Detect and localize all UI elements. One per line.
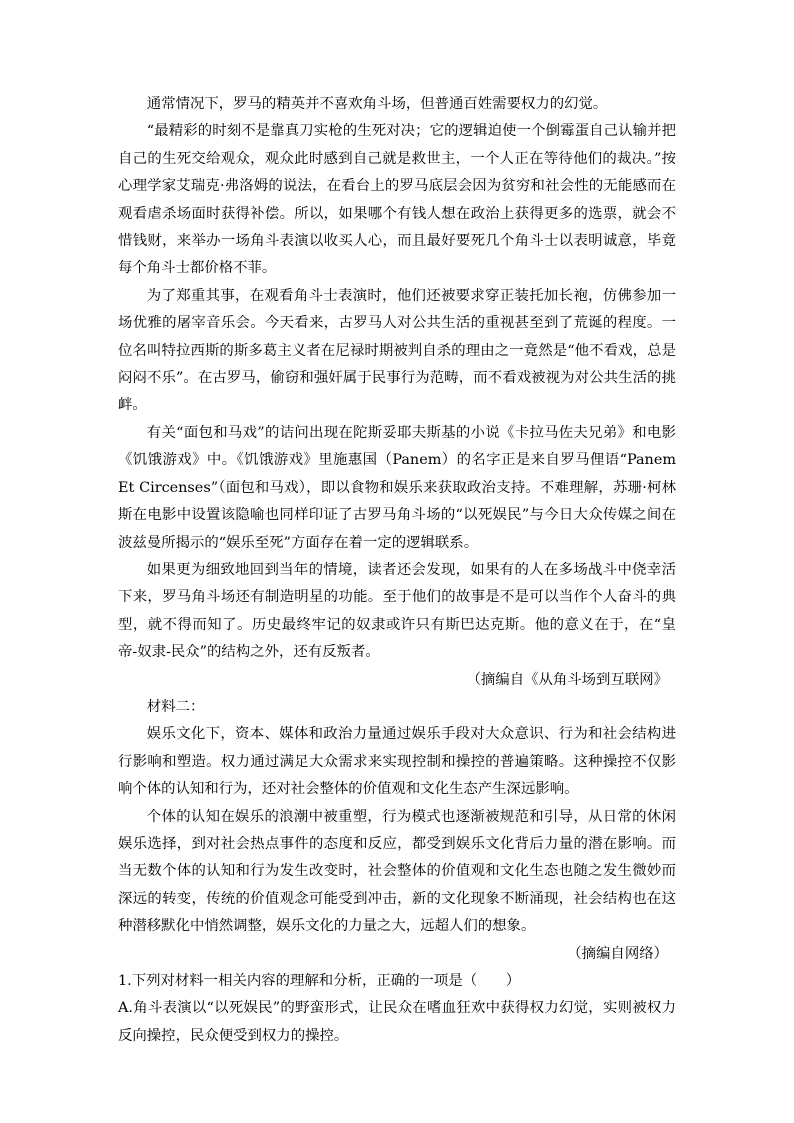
material-two-label: 材料二： — [146, 698, 205, 715]
material-two-paragraph-1: 娱乐文化下，资本、媒体和政治力量通过娱乐手段对大众意识、行为和社会结构进行影响和塑造。权力通过满足大众需求来实现控制和操控的普遍策略。这种操控不仅影响个体的认知和行为，还对社会整体的价值观和文化生态产生深远影响。 — [118, 726, 676, 798]
material-one-source: （摘编自《从角斗场到互联网》 — [466, 671, 668, 688]
material-one-paragraph-1: 通常情况下，罗马的精英并不喜欢角斗场，但普通百姓需要权力的幻觉。 — [146, 96, 608, 112]
material-two-source: （摘编自网络） — [567, 945, 668, 962]
material-one-paragraph-4: 有关“面包和马戏”的诘问出现在陀斯妥耶夫斯基的小说《卡拉马佐夫兄弟》和电影《饥饿游戏》中。《饥饿游戏》里施惠国（Panem）的名字正是来自罗马俚语“Panem Et Circenses”（面包和马戏），即以食物和娱乐来获取政治支持。不难理解，苏珊·柯林斯在电影中设置该隐喻也同样印证了古罗马角斗场的“以死娱民”与今日大众传媒之间在波兹曼所揭示的“娱乐至死”方面存在着一定的逻辑联系。 — [118, 424, 676, 551]
question-option-a: A.角斗表演以“以死娱民”的野蛮形式，让民众在嗜血狂欢中获得权力幻觉，实则被权力反向操控，民众便受到权力的操控。 — [118, 1000, 676, 1044]
material-one-paragraph-2: “最精彩的时刻不是靠真刀实枪的生死对决；它的逻辑迫使一个倒霉蛋自己认输并把自己的生死交给观众，观众此时感到自己就是救世主，一个人正在等待他们的裁决。”按心理学家艾瑞克·弗洛姆的说法，在看台上的罗马底层会因为贫穷和社会性的无能感而在观看虐杀场面时获得补偿。所以，如果哪个有钱人想在政治上获得更多的选票，就会不惜钱财，来举办一场角斗表演以收买人心，而且最好要死几个角斗士以表明诚意，毕竟每个角斗士都价格不菲。 — [118, 123, 676, 277]
material-two-paragraph-2: 个体的认知在娱乐的浪潮中被重塑，行为模式也逐渐被规范和引导，从日常的休闲娱乐选择，到对社会热点事件的态度和反应，都受到娱乐文化背后力量的潜在影响。而当无数个体的认知和行为发生改变时，社会整体的价值观和文化生态也随之发生微妙而深远的转变，传统的价值观念可能受到冲击，新的文化现象不断涌现，社会结构也在这种潜移默化中悄然调整，娱乐文化的力量之大，远超人们的想象。 — [118, 808, 676, 935]
material-one-paragraph-3: 为了郑重其事，在观看角斗士表演时，他们还被要求穿正装托加长袍，仿佛参加一场优雅的屠宰音乐会。今天看来，古罗马人对公共生活的重视甚至到了荒诞的程度。一位名叫特拉西斯的斯多葛主义者在尼禄时期被判自杀的理由之一竟然是“他不看戏，总是闷闷不乐”。在古罗马，偷窃和强奸属于民事行为范畴，而不看戏被视为对公共生活的挑衅。 — [118, 287, 676, 414]
material-one-paragraph-5: 如果更为细致地回到当年的情境，读者还会发现，如果有的人在多场战斗中侥幸活下来，罗马角斗场还有制造明星的功能。至于他们的故事是不是可以当作个人奋斗的典型，就不得而知了。历史最终牢记的奴隶或许只有斯巴达克斯。他的意义在于，在“皇帝-奴隶-民众”的结构之外，还有反叛者。 — [118, 561, 676, 661]
question-stem: 1.下列对材料一相关内容的理解和分析，正确的一项是（ ） — [118, 973, 521, 989]
document-body — [118, 91, 676, 1050]
